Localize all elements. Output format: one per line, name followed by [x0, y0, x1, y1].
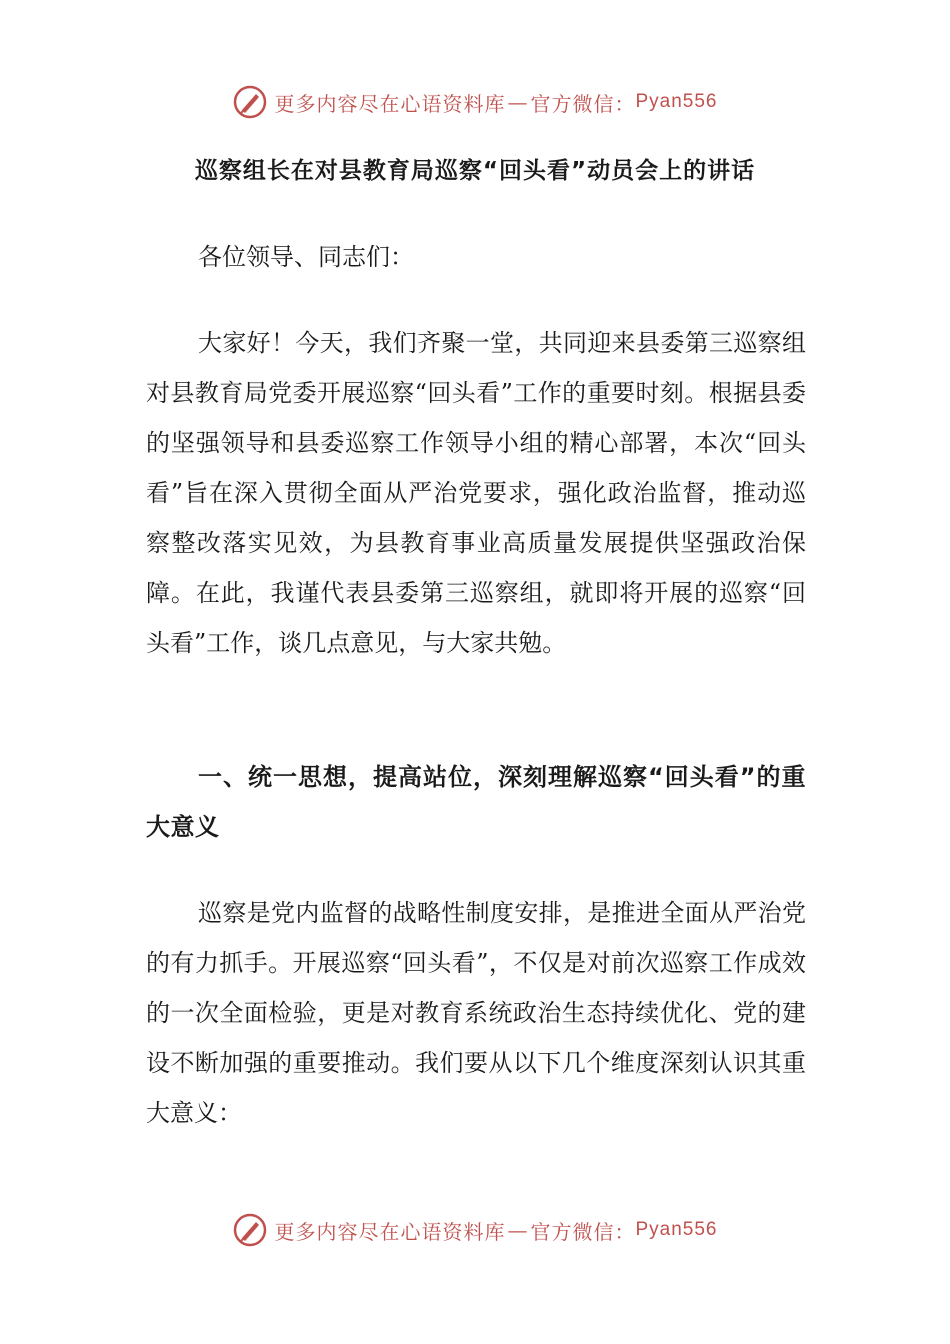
salutation: 各位领导、同志们： — [198, 243, 414, 271]
paragraph-text: 巡察是党内监督的战略性制度安排，是推进全面从严治党的有力抓手。开展巡察“回头看”，不仅是对前次巡察工作成效的一次全面检验，更是对教育系统政治生态持续优化、党的建设不断加强的重要推动。我们要从以下几个维度深刻认识其重大意义： — [146, 899, 806, 1127]
watermark-site-text: 更多内容尽在心语资料库 — [274, 1219, 506, 1244]
watermark-banner-top — [0, 80, 950, 124]
pen-logo-icon — [232, 84, 268, 120]
paragraph-text: 大家好！今天，我们齐聚一堂，共同迎来县委第三巡察组对县教育局党委开展巡察“回头看”工作的重要时刻。根据县委的坚强领导和县委巡察工作领导小组的精心部署，本次“回头看”旨在深入贯彻全面从严治党要求，强化政治监督，推动巡察整改落实见效，为县教育事业高质量发展提供坚强政治保障。在此，我谨代表县委第三巡察组，就即将开展的巡察“回头看”工作，谈几点意见，与大家共勉。 — [146, 329, 806, 657]
document-title: 巡察组长在对县教育局巡察“回头看”动员会上的讲话 — [194, 158, 756, 184]
watermark-dash: — — [507, 1218, 529, 1242]
heading-text: 一、统一思想，提高站位，深刻理解巡察“回头看”的重大意义 — [146, 763, 806, 841]
pen-logo-icon — [232, 1212, 268, 1248]
watermark-dash: — — [507, 90, 529, 114]
watermark-site-text: 更多内容尽在心语资料库 — [274, 91, 506, 116]
watermark-wechat-label: 官方微信： — [530, 1219, 636, 1244]
section-heading-1 — [146, 752, 806, 852]
watermark-account: Pyan556 — [635, 1219, 718, 1240]
watermark-banner-bottom — [0, 1208, 950, 1252]
paragraph-significance — [146, 888, 806, 1138]
paragraph-intro — [146, 318, 806, 668]
watermark-account: Pyan556 — [635, 91, 718, 112]
watermark-wechat-label: 官方微信： — [530, 91, 636, 116]
